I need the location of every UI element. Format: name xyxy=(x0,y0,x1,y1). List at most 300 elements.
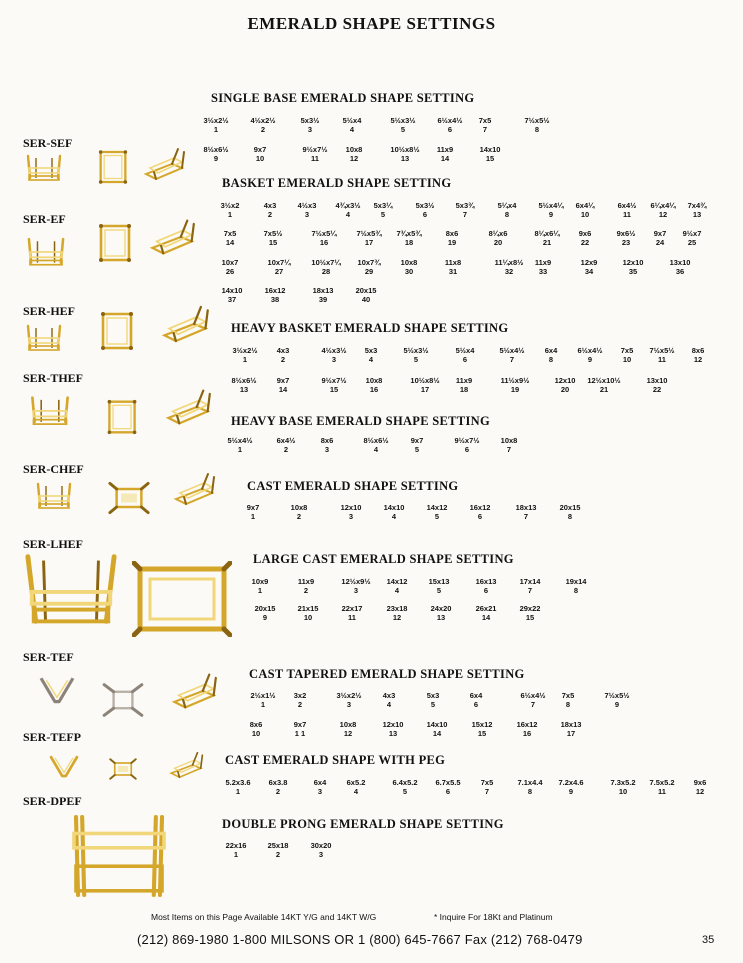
size-label: 12x10 xyxy=(340,503,362,512)
size-label: 7.1x4.4 xyxy=(517,778,543,787)
size-label: 9x7 xyxy=(276,376,290,385)
size-item xyxy=(365,346,378,364)
item-number: 7 xyxy=(462,210,468,219)
size-label: 2½x1½ xyxy=(250,691,276,700)
size-item xyxy=(610,778,635,796)
size-label: 18x13 xyxy=(560,720,582,729)
item-number: 20 xyxy=(560,385,570,394)
item-number: 11 xyxy=(623,210,631,219)
size-label: 13x10 xyxy=(646,376,668,385)
size-label: 10½x8½ xyxy=(410,376,440,385)
size-item xyxy=(254,145,267,163)
size-label: 8x6 xyxy=(320,436,334,445)
item-number: 8 xyxy=(534,125,540,134)
size-label: 6.4x5.2 xyxy=(392,778,418,787)
size-item xyxy=(495,258,524,276)
size-item xyxy=(617,229,636,247)
page-title: EMERALD SHAPE SETTINGS xyxy=(247,14,496,33)
item-number: 34 xyxy=(584,267,594,276)
item-number: 6 xyxy=(445,787,451,796)
large-setting-front-image xyxy=(22,552,120,628)
size-label: 20x15 xyxy=(254,604,276,613)
item-number: 20 xyxy=(493,238,503,247)
size-label: 9x7 xyxy=(293,720,307,729)
item-number: 38 xyxy=(270,295,280,304)
size-item xyxy=(561,720,582,738)
size-label: 22x17 xyxy=(341,604,363,613)
section-title-single-base: SINGLE BASE EMERALD SHAPE SETTING xyxy=(211,91,475,105)
item-number: 2 xyxy=(303,586,309,595)
item-number: 6 xyxy=(483,586,489,595)
product-code: SER-EF xyxy=(23,212,66,226)
item-number: 15 xyxy=(525,613,535,622)
setting-angle-image xyxy=(164,386,212,428)
setting-front-image xyxy=(24,237,68,269)
item-number: 6 xyxy=(447,125,453,134)
size-label: 3½x2½ xyxy=(336,691,362,700)
size-item xyxy=(470,691,483,709)
item-number: 40 xyxy=(361,295,371,304)
size-item xyxy=(321,436,334,454)
size-item xyxy=(294,691,307,709)
size-item xyxy=(416,201,435,219)
item-number: 4 xyxy=(394,586,400,595)
item-number: 7 xyxy=(509,355,515,364)
item-number: 4 xyxy=(353,787,359,796)
size-item xyxy=(670,258,691,276)
item-number: 1 xyxy=(260,700,266,709)
size-label: 14x12 xyxy=(426,503,448,512)
size-label: 5x3 xyxy=(426,691,440,700)
size-item xyxy=(623,258,644,276)
size-item xyxy=(356,229,381,247)
item-number: 4 xyxy=(349,125,355,134)
size-item xyxy=(247,503,260,521)
size-label: 5¼x4 xyxy=(497,201,517,210)
size-item xyxy=(576,201,595,219)
size-item xyxy=(587,376,620,394)
size-label: 6x4 xyxy=(544,346,558,355)
size-item xyxy=(250,691,275,709)
section-title-cast-tapered: CAST TAPERED EMERALD SHAPE SETTING xyxy=(249,667,525,681)
size-item xyxy=(499,346,524,364)
item-number: 5 xyxy=(400,125,406,134)
size-item xyxy=(427,503,448,521)
size-label: 8¼x6 xyxy=(488,229,508,238)
size-item xyxy=(298,604,319,622)
size-label: 6.7x5.5 xyxy=(435,778,461,787)
item-number: 5 xyxy=(413,355,419,364)
item-number: 3 xyxy=(324,445,330,454)
size-label: 7.3x5.2 xyxy=(610,778,636,787)
size-label: 6x4 xyxy=(469,691,483,700)
size-label: 8x6 xyxy=(249,720,263,729)
size-item xyxy=(538,201,563,219)
item-number: 2 xyxy=(275,787,281,796)
size-item xyxy=(227,436,252,454)
size-item xyxy=(437,145,453,163)
size-item xyxy=(342,604,363,622)
item-number: 9 xyxy=(262,613,268,622)
size-label: 21x15 xyxy=(297,604,319,613)
size-item xyxy=(517,720,538,738)
item-number: 10 xyxy=(580,210,590,219)
size-label: 6x4½ xyxy=(276,436,296,445)
size-item xyxy=(654,229,667,247)
product-code: SER-SEF xyxy=(23,136,73,150)
size-item xyxy=(481,778,494,796)
size-item xyxy=(560,503,581,521)
size-label: 7x5½ xyxy=(263,229,283,238)
size-label: 10x8 xyxy=(290,503,308,512)
item-number: 12 xyxy=(349,154,359,163)
size-label: 10x7 xyxy=(221,258,239,267)
size-label: 4x3 xyxy=(263,201,277,210)
size-item xyxy=(374,201,393,219)
item-number: 8 xyxy=(567,512,573,521)
size-item xyxy=(566,577,587,595)
size-label: 8½x6½ xyxy=(231,376,257,385)
size-item xyxy=(501,436,518,454)
setting-prong-image xyxy=(106,480,152,516)
size-item xyxy=(456,376,472,394)
size-label: 6x4¼ xyxy=(575,201,595,210)
item-number: 15 xyxy=(477,729,487,738)
size-item xyxy=(524,116,549,134)
item-number: 14 xyxy=(225,238,235,247)
item-number: 17 xyxy=(364,238,374,247)
size-item xyxy=(535,258,551,276)
size-label: 7x5 xyxy=(620,346,634,355)
item-number: 2 xyxy=(283,445,289,454)
size-label: 14x10 xyxy=(479,145,501,154)
item-number: 6 xyxy=(422,210,428,219)
size-label: 11x9 xyxy=(436,145,454,154)
size-label: 7x4¾ xyxy=(687,201,707,210)
item-number: 6 xyxy=(477,512,483,521)
item-number: 5 xyxy=(436,586,442,595)
inquire-note: * Inquire For 18Kt and Platinum xyxy=(434,912,553,922)
size-item xyxy=(232,346,257,364)
size-label: 7x5 xyxy=(223,229,237,238)
size-item xyxy=(390,145,419,163)
item-number: 7 xyxy=(527,586,533,595)
size-label: 9½x7½ xyxy=(321,376,347,385)
size-item xyxy=(437,116,462,134)
section-title-double-prong: DOUBLE PRONG EMERALD SHAPE SETTING xyxy=(222,817,504,831)
item-number: 2 xyxy=(260,125,266,134)
size-item xyxy=(403,346,428,364)
size-label: 5x3 xyxy=(364,346,378,355)
size-label: 10x8 xyxy=(400,258,418,267)
section-title-large-cast: LARGE CAST EMERALD SHAPE SETTING xyxy=(253,552,514,566)
page-number: 35 xyxy=(702,934,715,946)
item-number: 4 xyxy=(368,355,374,364)
size-item xyxy=(313,286,334,304)
size-label: 26x21 xyxy=(475,604,497,613)
item-number: 39 xyxy=(318,295,328,304)
setting-angle-image xyxy=(142,146,186,182)
item-number: 16 xyxy=(522,729,532,738)
size-item xyxy=(579,229,592,247)
size-label: 5x3¾ xyxy=(455,201,475,210)
item-number: 33 xyxy=(538,267,548,276)
size-item xyxy=(392,778,417,796)
item-number: 13 xyxy=(400,154,410,163)
size-label: 4x3 xyxy=(276,346,290,355)
item-number: 12 xyxy=(695,787,705,796)
item-number: 3 xyxy=(353,586,359,595)
size-label: 9x7 xyxy=(653,229,667,238)
size-label: 10x7¼ xyxy=(267,258,291,267)
size-label: 12x9 xyxy=(580,258,598,267)
size-label: 9x7 xyxy=(253,145,267,154)
size-label: 5½x3½ xyxy=(390,116,416,125)
size-item xyxy=(476,577,497,595)
size-item xyxy=(692,346,705,364)
size-label: 8½x6½ xyxy=(203,145,229,154)
item-number: 25 xyxy=(687,238,697,247)
item-number: 15 xyxy=(268,238,278,247)
size-item xyxy=(649,346,674,364)
item-number: 4 xyxy=(345,210,351,219)
size-label: 7½x5½ xyxy=(524,116,550,125)
size-label: 9x7 xyxy=(246,503,260,512)
size-item xyxy=(456,346,475,364)
size-item xyxy=(534,229,559,247)
size-label: 14x10 xyxy=(426,720,448,729)
item-number: 31 xyxy=(448,267,458,276)
size-label: 6x4 xyxy=(313,778,327,787)
size-item xyxy=(427,691,440,709)
size-item xyxy=(427,720,448,738)
size-label: 7x5 xyxy=(561,691,575,700)
item-number: 8 xyxy=(565,700,571,709)
size-label: 25x18 xyxy=(267,841,289,850)
size-item xyxy=(314,778,327,796)
item-number: 24 xyxy=(655,238,665,247)
size-label: 8x6 xyxy=(691,346,705,355)
size-label: 5½x4 xyxy=(455,346,475,355)
item-number: 6 xyxy=(462,355,468,364)
item-number: 15 xyxy=(485,154,495,163)
size-item xyxy=(298,577,314,595)
size-label: 9x6½ xyxy=(616,229,636,238)
size-label: 6x5.2 xyxy=(346,778,366,787)
size-item xyxy=(203,145,228,163)
item-number: 1 xyxy=(227,210,233,219)
item-number: 2 xyxy=(275,850,281,859)
size-item xyxy=(545,346,558,364)
item-number: 35 xyxy=(628,267,638,276)
item-number: 10 xyxy=(303,613,313,622)
item-number: 19 xyxy=(510,385,520,394)
setting-angle-image xyxy=(172,470,216,508)
size-item xyxy=(226,841,247,859)
size-label: 10x8 xyxy=(500,436,518,445)
size-item xyxy=(301,116,320,134)
item-number: 11 xyxy=(348,613,356,622)
size-item xyxy=(517,778,542,796)
size-label: 9½x7½ xyxy=(454,436,480,445)
size-item xyxy=(650,201,675,219)
setting-front-image xyxy=(24,322,64,356)
item-number: 2 xyxy=(297,700,303,709)
size-label: 5½x3½ xyxy=(403,346,429,355)
size-item xyxy=(343,116,362,134)
item-number: 16 xyxy=(369,385,379,394)
size-label: 11x9 xyxy=(534,258,552,267)
size-label: 7x5 xyxy=(478,116,492,125)
item-number: 7 xyxy=(530,700,536,709)
item-number: 6 xyxy=(473,700,479,709)
size-label: 7x5 xyxy=(480,778,494,787)
size-label: 6x3.8 xyxy=(268,778,288,787)
size-item xyxy=(250,720,263,738)
item-number: 5 xyxy=(402,787,408,796)
size-item xyxy=(688,201,707,219)
size-item xyxy=(489,229,508,247)
size-label: 6½x4½ xyxy=(437,116,463,125)
size-item xyxy=(222,258,239,276)
size-item xyxy=(225,778,250,796)
size-label: 7¾x5¾ xyxy=(396,229,422,238)
peg-setting-angle-image xyxy=(168,748,204,782)
size-label: 8¼x6¼ xyxy=(534,229,560,238)
size-label: 20x15 xyxy=(355,286,377,295)
section-title-basket: BASKET EMERALD SHAPE SETTING xyxy=(222,176,452,190)
size-item xyxy=(264,229,283,247)
size-label: 7½x5¾ xyxy=(356,229,382,238)
size-label: 13x10 xyxy=(669,258,691,267)
item-number: 3 xyxy=(331,355,337,364)
size-label: 11¼x8½ xyxy=(494,258,524,267)
size-label: 19x14 xyxy=(565,577,587,586)
size-label: 6¼x4¼ xyxy=(650,201,676,210)
product-code: SER-LHEF xyxy=(23,537,84,551)
size-label: 5½x4¼ xyxy=(538,201,564,210)
size-label: 10x8 xyxy=(345,145,363,154)
size-item xyxy=(390,116,415,134)
size-item xyxy=(480,145,501,163)
size-label: 9x7 xyxy=(410,436,424,445)
size-label: 9x6 xyxy=(693,778,707,787)
product-code: SER-CHEF xyxy=(23,462,84,476)
item-number: 1 xyxy=(233,850,239,859)
item-number: 3 xyxy=(318,850,324,859)
size-item xyxy=(335,201,360,219)
size-label: 7½x5½ xyxy=(604,691,630,700)
size-label: 18x13 xyxy=(312,286,334,295)
item-number: 13 xyxy=(239,385,249,394)
item-number: 2 xyxy=(267,210,273,219)
size-label: 4x3 xyxy=(382,691,396,700)
size-label: 12x10 xyxy=(554,376,576,385)
size-item xyxy=(683,229,702,247)
item-number: 14 xyxy=(440,154,450,163)
size-item xyxy=(311,258,340,276)
size-item xyxy=(264,201,277,219)
size-item xyxy=(520,691,545,709)
item-number: 9 xyxy=(213,154,219,163)
size-item xyxy=(221,201,240,219)
size-label: 11x9 xyxy=(455,376,473,385)
size-label: 10x9 xyxy=(251,577,269,586)
item-number: 18 xyxy=(404,238,414,247)
item-number: 30 xyxy=(404,267,414,276)
availability-note: Most Items on this Page Available 14KT Y/G and 14KT W/G xyxy=(151,912,377,922)
size-label: 5½x4½ xyxy=(499,346,525,355)
size-item xyxy=(255,604,276,622)
size-label: 7½x5¼ xyxy=(311,229,337,238)
size-item xyxy=(445,258,461,276)
size-item xyxy=(346,145,363,163)
size-item xyxy=(250,116,275,134)
size-label: 24x20 xyxy=(430,604,452,613)
item-number: 18 xyxy=(459,385,469,394)
item-number: 3 xyxy=(346,700,352,709)
item-number: 1 xyxy=(242,355,248,364)
size-label: 10½x8½ xyxy=(390,145,420,154)
section-title-cast: CAST EMERALD SHAPE SETTING xyxy=(247,479,459,493)
size-label: 11½x9½ xyxy=(500,376,530,385)
size-item xyxy=(203,116,228,134)
setting-front-image xyxy=(30,482,78,512)
item-number: 9 xyxy=(548,210,554,219)
size-item xyxy=(649,778,674,796)
size-label: 4½x2½ xyxy=(250,116,276,125)
size-label: 23x18 xyxy=(386,604,408,613)
item-number: 3 xyxy=(317,787,323,796)
item-number: 3 xyxy=(304,210,310,219)
item-number: 3 xyxy=(348,512,354,521)
size-item xyxy=(291,503,308,521)
product-code: SER-HEF xyxy=(23,304,76,318)
size-item xyxy=(224,229,237,247)
item-number: 10 xyxy=(618,787,628,796)
size-label: 8x6 xyxy=(445,229,459,238)
item-number: 5 xyxy=(414,445,420,454)
setting-front-image xyxy=(28,393,72,431)
size-label: 7.2x4.6 xyxy=(558,778,584,787)
size-item xyxy=(516,503,537,521)
item-number: 23 xyxy=(621,238,631,247)
item-number: 32 xyxy=(504,267,514,276)
size-item xyxy=(456,201,475,219)
size-item xyxy=(277,436,296,454)
size-item xyxy=(479,116,492,134)
item-number: 26 xyxy=(225,267,235,276)
size-item xyxy=(454,436,479,454)
size-label: 22x16 xyxy=(225,841,247,850)
size-label: 3½x2 xyxy=(220,201,240,210)
size-item xyxy=(694,778,707,796)
size-item xyxy=(618,201,637,219)
size-label: 5½x4½ xyxy=(227,436,253,445)
size-item xyxy=(302,145,327,163)
item-number: 16 xyxy=(319,238,329,247)
size-item xyxy=(520,604,541,622)
item-number: 29 xyxy=(364,267,374,276)
size-item xyxy=(268,258,291,276)
large-setting-top-image xyxy=(132,561,232,637)
size-item xyxy=(358,258,381,276)
product-code: SER-TEFP xyxy=(23,730,82,744)
item-number: 8 xyxy=(527,787,533,796)
size-label: 9½x7 xyxy=(682,229,702,238)
item-number: 17 xyxy=(420,385,430,394)
double-prong-setting-image xyxy=(64,813,174,899)
